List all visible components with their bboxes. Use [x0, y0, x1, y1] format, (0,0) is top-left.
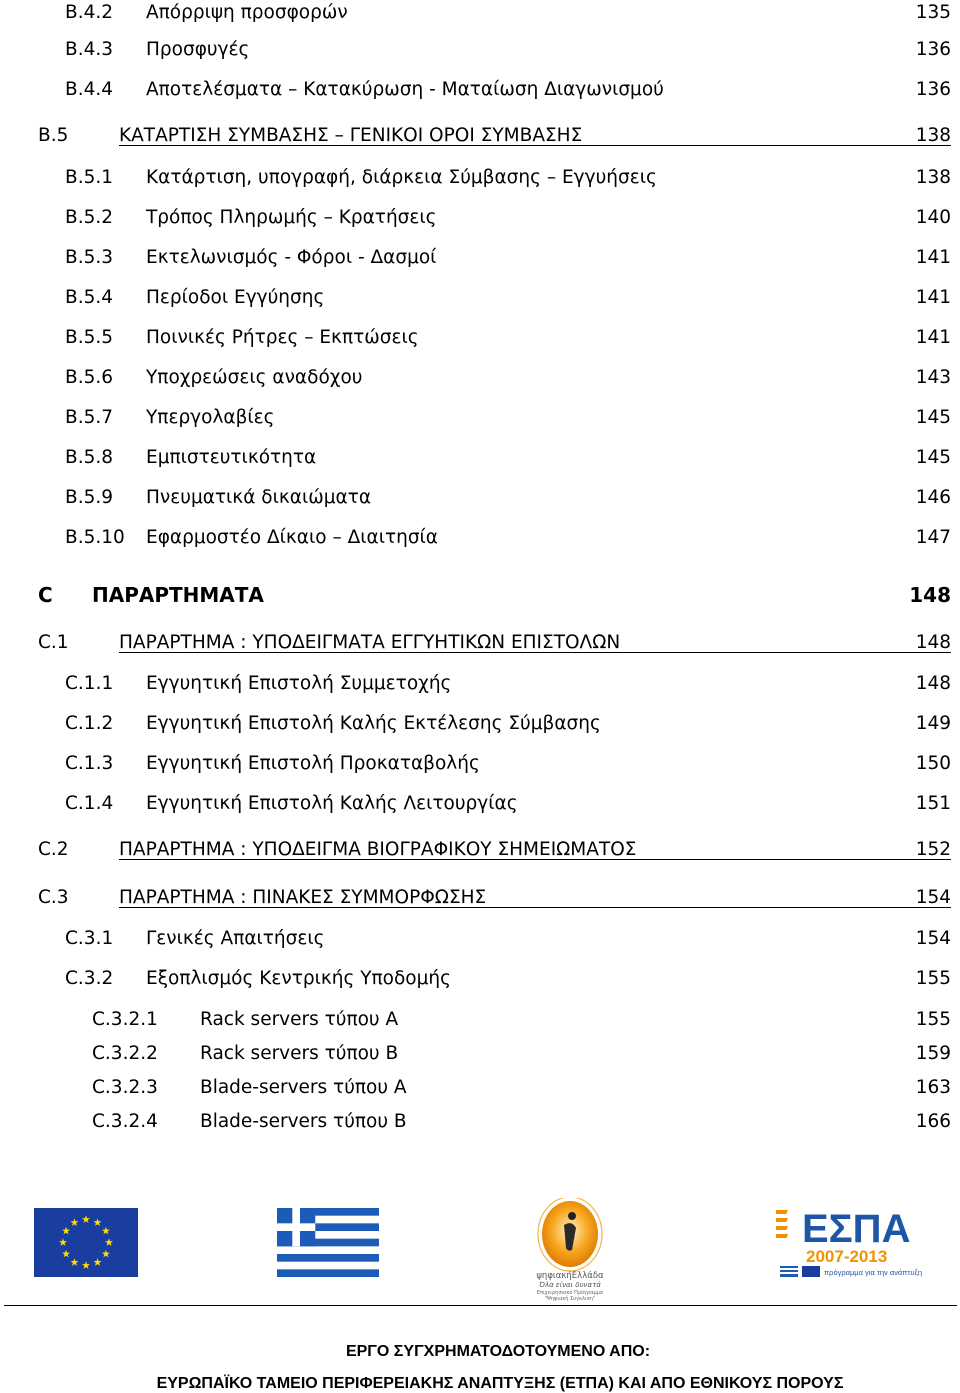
toc-page-number: 148 [909, 583, 951, 607]
toc-number: B.5.10 [65, 527, 125, 548]
toc-page-number: 140 [915, 207, 951, 228]
toc-title[interactable]: ΠΑΡΑΡΤΗΜΑ : ΥΠΟΔΕΙΓΜΑ ΒΙΟΓΡΑΦΙΚΟΥ ΣΗΜΕΙΩΜΑΤΟΣ [119, 839, 637, 860]
toc-number: B.5 [38, 125, 69, 146]
toc-entry-b-5-10[interactable] [0, 525, 960, 551]
toc-number: B.5.4 [65, 287, 113, 308]
toc-entry-b-4-3[interactable] [0, 37, 960, 63]
toc-title[interactable]: Υποχρεώσεις αναδόχου [146, 367, 363, 388]
toc-page-number: 154 [915, 887, 951, 908]
toc-number: C.1.3 [65, 753, 114, 774]
cofunding-sources: ΕΥΡΩΠΑΪΚΟ ΤΑΜΕΙΟ ΠΕΡΙΦΕΡΕΙΑΚΗΣ ΑΝΑΠΤΥΞΗΣ (ΕΤΠΑ) ΚΑΙ ΑΠΟ ΕΘΝΙΚΟΥΣ ΠΟΡΟΥΣ [156, 1375, 844, 1392]
toc-title[interactable]: Πνευματικά δικαιώματα [146, 487, 372, 508]
toc-number: C.3.2 [65, 968, 114, 989]
svg-text:ΕΣΠΑ: ΕΣΠΑ [802, 1207, 911, 1251]
toc-title[interactable]: Rack servers τύπου B [200, 1043, 399, 1064]
toc-number: C [38, 583, 53, 607]
toc-page-number: 141 [915, 327, 951, 348]
toc-title[interactable]: ΚΑΤΑΡΤΙΣΗ ΣΥΜΒΑΣΗΣ – ΓΕΝΙΚΟΙ ΟΡΟΙ ΣΥΜΒΑΣΗΣ [119, 125, 583, 146]
toc-entry-b-5[interactable] [0, 123, 960, 149]
toc-number: C.3.2.1 [92, 1009, 158, 1030]
toc-number: C.2 [38, 839, 69, 860]
toc-entry-c-3-2[interactable] [0, 966, 960, 992]
toc-entry-c-1-2[interactable] [0, 711, 960, 737]
toc-page-number: 155 [915, 1009, 951, 1030]
toc-title[interactable]: Εγγυητική Επιστολή Καλής Εκτέλεσης Σύμβασης [146, 713, 601, 734]
toc-title[interactable]: ΠΑΡΑΡΤΗΜΑ : ΠΙΝΑΚΕΣ ΣΥΜΜΟΡΦΩΣΗΣ [119, 887, 487, 908]
toc-entry-c-1-3[interactable] [0, 751, 960, 777]
toc-number: C.3 [38, 887, 69, 908]
toc-title[interactable]: Περίοδοι Εγγύησης [146, 287, 325, 308]
toc-title[interactable]: Εγγυητική Επιστολή Καλής Λειτουργίας [146, 793, 518, 814]
toc-page-number: 136 [915, 39, 951, 60]
toc-page-number: 136 [915, 79, 951, 100]
toc-number: B.5.8 [65, 447, 113, 468]
toc-entry-b-5-7[interactable] [0, 405, 960, 431]
toc-entry-c-1-1[interactable] [0, 671, 960, 697]
toc-title[interactable]: ΠΑΡΑΡΤΗΜΑΤΑ [92, 583, 264, 607]
toc-page-number: 141 [915, 247, 951, 268]
toc-number: B.4.3 [65, 39, 113, 60]
toc-page-number: 163 [915, 1077, 951, 1098]
svg-text:2007-2013: 2007-2013 [806, 1247, 888, 1266]
toc-page-number: 154 [915, 928, 951, 949]
digital-greece-logo [520, 1198, 620, 1304]
toc-title[interactable]: Blade-servers τύπου A [200, 1077, 407, 1098]
toc-page-number: 152 [915, 839, 951, 860]
svg-text:πρόγραμμα για την ανάπτυξη: πρόγραμμα για την ανάπτυξη [824, 1268, 923, 1277]
toc-page-number: 159 [915, 1043, 951, 1064]
toc-underline [119, 145, 951, 146]
toc-number: B.5.3 [65, 247, 113, 268]
toc-entry-c[interactable] [0, 582, 960, 608]
toc-title[interactable]: Εμπιστευτικότητα [146, 447, 317, 468]
toc-underline [119, 907, 951, 908]
cofunding-heading: ΕΡΓΟ ΣΥΓΧΡΗΜΑΤΟΔΟΤΟΥΜΕΝΟ ΑΠΟ: [345, 1343, 651, 1360]
toc-number: C.3.1 [65, 928, 114, 949]
toc-entry-b-5-8[interactable] [0, 445, 960, 471]
toc-title[interactable]: Αποτελέσματα – Κατακύρωση - Ματαίωση Διαγωνισμού [146, 79, 664, 100]
toc-underline [119, 859, 951, 860]
toc-number: C.3.2.4 [92, 1111, 158, 1132]
svg-text:Επιχειρησιακό Πρόγραμμα: Επιχειρησιακό Πρόγραμμα [536, 1290, 604, 1296]
toc-title[interactable]: Γενικές Απαιτήσεις [146, 928, 325, 949]
toc-entry-c-3-2-2[interactable] [0, 1041, 960, 1067]
svg-text:ψηφιακήΕλλάδα: ψηφιακήΕλλάδα [536, 1271, 604, 1281]
toc-page-number: 135 [915, 2, 951, 23]
toc-number: B.5.5 [65, 327, 113, 348]
espa-logo [776, 1204, 932, 1278]
toc-page-number: 143 [915, 367, 951, 388]
toc-title[interactable]: Απόρριψη προσφορών [146, 2, 348, 23]
toc-page-number: 166 [915, 1111, 951, 1132]
toc-underline [119, 652, 951, 653]
svg-text:"Ψηφιακή Σύγκλιση": "Ψηφιακή Σύγκλιση" [544, 1296, 596, 1302]
toc-page-number: 148 [915, 673, 951, 694]
toc-entry-c-1-4[interactable] [0, 791, 960, 817]
eu-flag-logo [34, 1208, 138, 1277]
toc-entry-c-3-2-4[interactable] [0, 1109, 960, 1135]
toc-number: C.3.2.3 [92, 1077, 158, 1098]
toc-page-number: 145 [915, 447, 951, 468]
toc-page-number: 149 [915, 713, 951, 734]
toc-title[interactable]: Blade-servers τύπου B [200, 1111, 407, 1132]
toc-page-number: 138 [915, 125, 951, 146]
toc-number: B.5.9 [65, 487, 113, 508]
toc-number: B.5.6 [65, 367, 113, 388]
greek-flag-logo [277, 1208, 379, 1277]
toc-page-number: 138 [915, 167, 951, 188]
toc-title[interactable]: Εφαρμοστέο Δίκαιο – Διαιτησία [146, 527, 438, 548]
toc-title[interactable]: Εγγυητική Επιστολή Συμμετοχής [146, 673, 452, 694]
toc-entry-b-4-4[interactable] [0, 77, 960, 103]
toc-entry-b-5-4[interactable] [0, 285, 960, 311]
toc-page-number: 145 [915, 407, 951, 428]
toc-number: B.4.4 [65, 79, 113, 100]
toc-page-number: 151 [915, 793, 951, 814]
toc-title[interactable]: Υπεργολαβίες [146, 407, 275, 428]
toc-number: C.1.4 [65, 793, 114, 814]
toc-entry-b-5-9[interactable] [0, 485, 960, 511]
toc-number: C.3.2.2 [92, 1043, 158, 1064]
toc-entry-b-5-2[interactable] [0, 205, 960, 231]
toc-number: B.5.7 [65, 407, 113, 428]
toc-entry-c-3-1[interactable] [0, 926, 960, 952]
toc-title[interactable]: Εγγυητική Επιστολή Προκαταβολής [146, 753, 480, 774]
toc-entry-b-5-1[interactable] [0, 165, 960, 191]
toc-entry-b-5-3[interactable] [0, 245, 960, 271]
toc-title[interactable]: Τρόπος Πληρωμής – Κρατήσεις [146, 207, 437, 228]
toc-entry-b-5-5[interactable] [0, 325, 960, 351]
toc-number: C.1.1 [65, 673, 114, 694]
toc-page-number: 155 [915, 968, 951, 989]
toc-number: B.4.2 [65, 2, 113, 23]
toc-number: C.1.2 [65, 713, 114, 734]
toc-title[interactable]: ΠΑΡΑΡΤΗΜΑ : ΥΠΟΔΕΙΓΜΑΤΑ ΕΓΓΥΗΤΙΚΩΝ ΕΠΙΣΤΟΛΩΝ [119, 632, 621, 653]
toc-entry-c-2[interactable] [0, 837, 960, 863]
toc-number: B.5.2 [65, 207, 113, 228]
toc-page-number: 148 [915, 632, 951, 653]
toc-number: C.1 [38, 632, 69, 653]
toc-title[interactable]: Κατάρτιση, υπογραφή, διάρκεια Σύμβασης – Εγγυήσεις [146, 167, 657, 188]
toc-entry-c-3-2-3[interactable] [0, 1075, 960, 1101]
toc-entry-b-5-6[interactable] [0, 365, 960, 391]
toc-entry-c-3-2-1[interactable] [0, 1007, 960, 1033]
footer-divider [4, 1305, 957, 1306]
toc-title[interactable]: Rack servers τύπου A [200, 1009, 399, 1030]
toc-page-number: 141 [915, 287, 951, 308]
toc-number: B.5.1 [65, 167, 113, 188]
toc-title[interactable]: Εκτελωνισμός - Φόροι - Δασμοί [146, 247, 437, 268]
toc-page-number: 147 [915, 527, 951, 548]
toc-entry-c-1[interactable] [0, 630, 960, 656]
toc-page-number: 146 [915, 487, 951, 508]
toc-page-number: 150 [915, 753, 951, 774]
toc-entry-c-3[interactable] [0, 885, 960, 911]
toc-title[interactable]: Προσφυγές [146, 39, 250, 60]
toc-entry-b-4-2[interactable] [0, 0, 960, 26]
toc-title[interactable]: Εξοπλισμός Κεντρικής Υποδομής [146, 968, 451, 989]
toc-title[interactable]: Ποινικές Ρήτρες – Εκπτώσεις [146, 327, 419, 348]
svg-text:Όλα είναι δυνατά: Όλα είναι δυνατά [539, 1281, 601, 1289]
